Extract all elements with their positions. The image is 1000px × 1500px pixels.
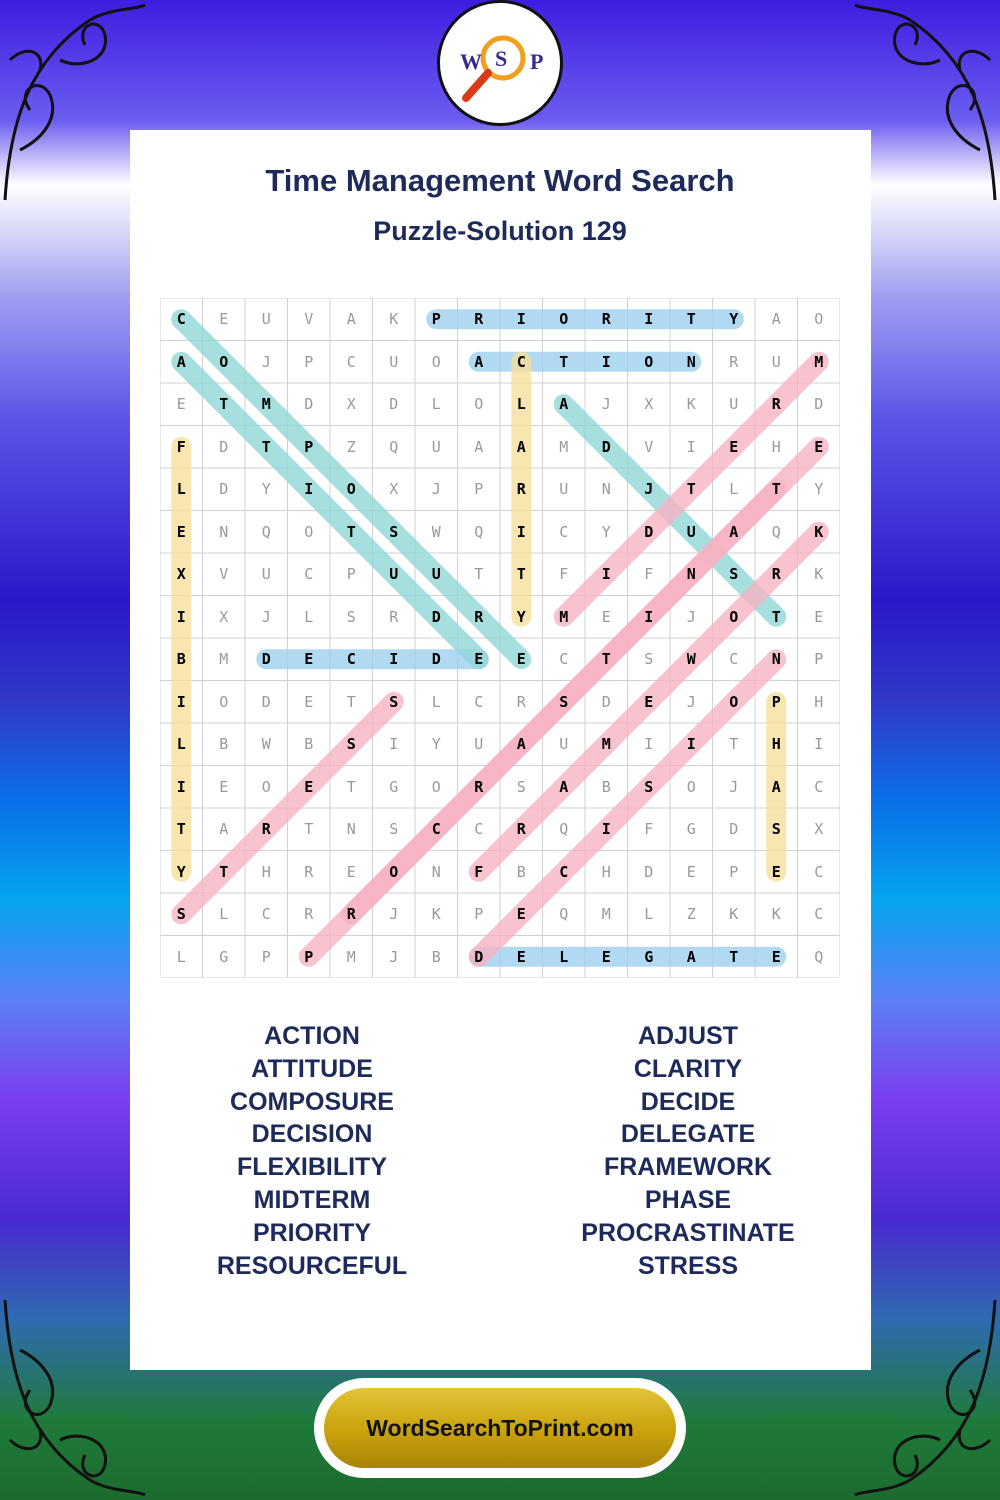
grid-cell[interactable]: C (516, 352, 526, 371)
grid-cell[interactable]: B (601, 777, 611, 796)
grid-cell[interactable]: M (559, 607, 569, 626)
grid-cell[interactable]: L (176, 480, 186, 499)
grid-cell[interactable]: A (516, 735, 526, 754)
grid-cell[interactable]: A (474, 437, 484, 456)
grid-cell[interactable]: Q (474, 522, 484, 541)
grid-cell[interactable]: F (176, 437, 186, 456)
grid-cell[interactable]: O (389, 862, 399, 881)
grid-cell[interactable]: C (261, 905, 271, 924)
grid-cell[interactable]: E (516, 905, 526, 924)
grid-cell[interactable]: L (176, 947, 186, 966)
grid-cell[interactable]: Q (261, 522, 271, 541)
grid-cell[interactable]: M (601, 735, 611, 754)
grid-cell[interactable]: L (304, 607, 314, 626)
grid-cell[interactable]: G (644, 947, 654, 966)
grid-cell[interactable]: X (644, 395, 654, 414)
grid-cell[interactable]: E (304, 692, 314, 711)
grid-cell[interactable]: O (304, 522, 314, 541)
word-list-item: ADJUST (637, 1022, 738, 1050)
grid-cell[interactable]: I (601, 820, 611, 839)
grid-cell[interactable]: I (516, 522, 526, 541)
grid-cell[interactable]: P (474, 480, 484, 499)
grid-cell[interactable]: T (559, 352, 569, 371)
grid-cell[interactable]: A (771, 777, 781, 796)
grid-cell[interactable]: Y (729, 310, 739, 329)
grid-cell[interactable]: B (431, 947, 441, 966)
grid-cell[interactable]: J (431, 480, 441, 499)
grid-cell[interactable]: C (431, 820, 441, 839)
grid-cell[interactable]: F (474, 862, 484, 881)
grid-cell[interactable]: T (304, 820, 314, 839)
grid-cell[interactable]: C (814, 777, 824, 796)
grid-cell[interactable]: I (176, 777, 186, 796)
word-list-left (162, 1020, 462, 1282)
grid-cell[interactable]: T (176, 820, 186, 839)
grid-cell[interactable]: X (389, 480, 399, 499)
grid-cell[interactable]: E (176, 395, 186, 414)
grid-cell[interactable]: A (474, 352, 484, 371)
grid-cell[interactable]: T (771, 607, 781, 626)
grid-cell[interactable]: B (516, 862, 526, 881)
grid-cell[interactable]: U (389, 352, 399, 371)
grid-cell[interactable]: Y (516, 607, 526, 626)
word-list-item: MIDTERM (253, 1185, 371, 1214)
grid-cell[interactable]: K (771, 905, 781, 924)
grid-cell[interactable]: I (644, 607, 654, 626)
grid-cell[interactable]: A (729, 522, 739, 541)
grid-cell[interactable]: Q (814, 947, 824, 966)
grid-cell[interactable]: E (644, 692, 654, 711)
grid-cell[interactable]: Y (431, 735, 441, 754)
page-title: Time Management Word Search (265, 163, 735, 198)
grid-cell[interactable]: O (474, 395, 484, 414)
grid-cell[interactable]: G (686, 820, 696, 839)
grid-cell[interactable]: Z (346, 437, 356, 456)
grid-cell[interactable]: L (219, 905, 229, 924)
grid-cell[interactable]: E (346, 862, 356, 881)
grid-cell[interactable]: R (389, 607, 399, 626)
grid-cell[interactable]: D (644, 862, 654, 881)
grid-cell[interactable]: E (516, 650, 526, 669)
grid-cell[interactable]: R (474, 777, 484, 796)
grid-cell[interactable]: J (389, 947, 399, 966)
grid-cell[interactable]: J (729, 777, 739, 796)
grid-cell[interactable]: B (219, 735, 229, 754)
grid-cell[interactable]: N (686, 565, 696, 584)
grid-cell[interactable]: R (516, 692, 526, 711)
grid-cell[interactable]: O (729, 607, 739, 626)
grid-cell[interactable]: K (431, 905, 441, 924)
grid-cell[interactable]: S (644, 777, 654, 796)
grid-cell[interactable]: D (729, 820, 739, 839)
logo-letter-s: S (495, 46, 508, 71)
grid-cell[interactable]: U (431, 437, 441, 456)
grid-cell[interactable]: N (431, 862, 441, 881)
grid-cell[interactable]: R (601, 310, 611, 329)
grid-cell[interactable]: F (644, 565, 654, 584)
grid-cell[interactable]: V (304, 310, 314, 329)
grid-cell[interactable]: J (644, 480, 654, 499)
grid-cell[interactable]: R (304, 905, 314, 924)
grid-cell[interactable]: K (686, 395, 696, 414)
grid-cell[interactable]: O (431, 777, 441, 796)
grid-cell[interactable]: S (389, 820, 399, 839)
grid-cell[interactable]: T (346, 522, 356, 541)
grid-cell[interactable]: M (601, 905, 611, 924)
grid-cell[interactable]: A (176, 352, 186, 371)
grid-cell[interactable]: V (644, 437, 654, 456)
grid-cell[interactable]: R (261, 820, 271, 839)
grid-cell[interactable]: E (771, 862, 781, 881)
grid-cell[interactable]: E (729, 437, 739, 456)
grid-cell[interactable]: E (686, 862, 696, 881)
grid-cell[interactable]: D (389, 395, 399, 414)
word-list-item: RESOURCEFUL (216, 1251, 408, 1280)
grid-cell[interactable]: L (431, 692, 441, 711)
grid-cell[interactable]: U (559, 735, 569, 754)
grid-cell[interactable]: R (346, 905, 356, 924)
grid-cell[interactable]: T (686, 480, 696, 499)
grid-cell[interactable]: E (601, 947, 611, 966)
grid-cell[interactable]: M (346, 947, 356, 966)
grid-cell[interactable]: J (686, 607, 696, 626)
grid-cell[interactable]: F (644, 820, 654, 839)
grid-cell[interactable]: J (389, 905, 399, 924)
grid-cell[interactable]: B (176, 650, 186, 669)
grid-cell[interactable]: O (559, 310, 569, 329)
word-list-item: PRIORITY (252, 1218, 372, 1247)
grid-cell[interactable]: O (686, 777, 696, 796)
grid-cell[interactable]: A (346, 310, 356, 329)
grid-cell[interactable]: U (686, 522, 696, 541)
grid-cell[interactable]: I (389, 650, 399, 669)
site-link-label[interactable]: WordSearchToPrint.com (324, 1388, 676, 1468)
grid-cell[interactable]: T (261, 437, 271, 456)
grid-cell[interactable]: D (601, 692, 611, 711)
word-list-item: DECISION (251, 1120, 373, 1149)
grid-cell[interactable]: N (686, 352, 696, 371)
grid-cell[interactable]: E (516, 947, 526, 966)
grid-cell[interactable]: I (304, 480, 314, 499)
word-list-item: PROCRASTINATE (581, 1218, 795, 1247)
grid-cell[interactable]: P (261, 947, 271, 966)
grid-cell[interactable]: S (559, 692, 569, 711)
grid-cell[interactable]: G (389, 777, 399, 796)
grid-cell[interactable]: M (261, 395, 271, 414)
grid-cell[interactable]: P (304, 947, 314, 966)
grid-cell[interactable]: B (304, 735, 314, 754)
word-list-item: PHASE (644, 1185, 732, 1214)
word-list-item: STRESS (637, 1251, 739, 1280)
grid-cell[interactable]: C (559, 522, 569, 541)
grid-cell[interactable]: F (559, 565, 569, 584)
grid-cell[interactable]: O (219, 352, 229, 371)
grid-cell[interactable]: K (729, 905, 739, 924)
word-list-item: ACTION (264, 1022, 360, 1050)
grid-cell[interactable]: U (261, 565, 271, 584)
word-list-item: FLEXIBILITY (237, 1153, 387, 1182)
word-list-item: DECIDE (640, 1087, 736, 1116)
grid-cell[interactable]: A (559, 395, 569, 414)
grid-cell[interactable]: I (644, 735, 654, 754)
word-list-item: ATTITUDE (251, 1054, 373, 1083)
grid-cell[interactable]: S (346, 735, 356, 754)
grid-cell[interactable]: T (729, 735, 739, 754)
grid-cell[interactable]: I (601, 352, 611, 371)
grid-cell[interactable]: D (304, 395, 314, 414)
grid-cell[interactable]: T (219, 862, 229, 881)
grid-cell[interactable]: C (474, 820, 484, 839)
grid-cell[interactable]: R (474, 607, 484, 626)
grid-cell[interactable]: U (431, 565, 441, 584)
grid-cell[interactable]: E (814, 607, 824, 626)
grid-cell[interactable]: P (771, 692, 781, 711)
grid-cell[interactable]: A (559, 777, 569, 796)
grid-cell[interactable]: I (176, 692, 186, 711)
grid-cell[interactable]: E (176, 522, 186, 541)
grid-cell[interactable]: K (814, 565, 824, 584)
grid-cell[interactable]: H (601, 862, 611, 881)
grid-cell[interactable]: W (686, 650, 696, 669)
grid-cell[interactable]: O (814, 310, 824, 329)
grid-cell[interactable]: Y (176, 862, 186, 881)
grid-cell[interactable]: P (474, 905, 484, 924)
grid-cell[interactable]: X (176, 565, 186, 584)
grid-cell[interactable]: E (814, 437, 824, 456)
word-list-item: COMPOSURE (230, 1087, 394, 1116)
grid-cell[interactable]: X (814, 820, 824, 839)
grid-cell[interactable]: L (729, 480, 739, 499)
grid-cell[interactable]: M (219, 650, 229, 669)
grid-cell[interactable]: S (176, 905, 186, 924)
grid-cell[interactable]: A (771, 310, 781, 329)
grid-cell[interactable]: H (771, 735, 781, 754)
grid-cell[interactable]: O (346, 480, 356, 499)
grid-cell[interactable]: L (176, 735, 186, 754)
grid-cell[interactable]: C (559, 862, 569, 881)
grid-cell[interactable]: D (644, 522, 654, 541)
grid-cell[interactable]: K (389, 310, 399, 329)
grid-cell[interactable]: U (771, 352, 781, 371)
site-link-button[interactable] (314, 1378, 686, 1478)
grid-cell[interactable]: Q (389, 437, 399, 456)
page-subtitle: Puzzle-Solution 129 (373, 216, 627, 246)
grid-cell[interactable]: D (261, 650, 271, 669)
grid-cell[interactable]: S (644, 650, 654, 669)
grid-cell[interactable]: Y (814, 480, 824, 499)
grid-cell[interactable]: I (814, 735, 824, 754)
ornament-bottom-left-icon (0, 1290, 150, 1500)
grid-cell[interactable]: E (219, 777, 229, 796)
grid-cell[interactable]: O (644, 352, 654, 371)
grid-cell[interactable]: U (729, 395, 739, 414)
word-list-right (538, 1020, 838, 1282)
grid-cell[interactable]: R (516, 480, 526, 499)
grid-cell[interactable]: T (729, 947, 739, 966)
grid-cell[interactable]: U (261, 310, 271, 329)
grid-cell[interactable]: S (389, 522, 399, 541)
grid-cell[interactable]: R (304, 862, 314, 881)
grid-cell[interactable]: O (261, 777, 271, 796)
grid-cell[interactable]: T (771, 480, 781, 499)
grid-cell[interactable]: O (219, 692, 229, 711)
grid-cell[interactable]: I (601, 565, 611, 584)
grid-cell[interactable]: N (601, 480, 611, 499)
grid-cell[interactable]: C (729, 650, 739, 669)
grid-cell[interactable]: T (219, 395, 229, 414)
grid-cell[interactable]: L (644, 905, 654, 924)
grid-cell[interactable]: I (686, 437, 696, 456)
grid-cell[interactable]: P (346, 565, 356, 584)
grid-cell[interactable]: C (814, 862, 824, 881)
grid-cell[interactable]: R (771, 395, 781, 414)
grid-cell[interactable]: C (176, 310, 186, 329)
magnifier-logo-icon (440, 3, 560, 123)
grid-cell[interactable]: R (516, 820, 526, 839)
grid-cell[interactable]: I (176, 607, 186, 626)
grid-cell[interactable]: S (771, 820, 781, 839)
grid-cell[interactable]: T (686, 310, 696, 329)
grid-cell[interactable]: D (431, 650, 441, 669)
grid-cell[interactable]: Q (559, 820, 569, 839)
grid-cell[interactable]: Y (601, 522, 611, 541)
grid-cell[interactable]: Z (686, 905, 696, 924)
grid-cell[interactable]: D (219, 437, 229, 456)
grid-cell[interactable]: D (261, 692, 271, 711)
grid-cell[interactable]: S (516, 777, 526, 796)
grid-cell[interactable]: H (771, 437, 781, 456)
grid-cell[interactable]: S (389, 692, 399, 711)
grid-cell[interactable]: U (474, 735, 484, 754)
grid-cell[interactable]: T (346, 692, 356, 711)
grid-cell[interactable]: C (346, 352, 356, 371)
grid-cell[interactable]: P (304, 437, 314, 456)
grid-cell[interactable]: S (729, 565, 739, 584)
grid-cell[interactable]: Y (261, 480, 271, 499)
grid-cell[interactable]: R (729, 352, 739, 371)
grid-cell[interactable]: T (346, 777, 356, 796)
grid-cell[interactable]: H (261, 862, 271, 881)
grid-cell[interactable]: A (686, 947, 696, 966)
grid-cell[interactable]: P (431, 310, 441, 329)
grid-cell[interactable]: Q (559, 905, 569, 924)
grid-cell[interactable]: J (601, 395, 611, 414)
grid-cell[interactable]: I (389, 735, 399, 754)
word-list-item: CLARITY (633, 1054, 743, 1083)
grid-cell[interactable]: N (219, 522, 229, 541)
grid-cell[interactable]: V (219, 565, 229, 584)
grid-cell[interactable]: U (389, 565, 399, 584)
grid-cell[interactable]: Q (771, 522, 781, 541)
grid-cell[interactable]: A (516, 437, 526, 456)
grid-cell[interactable]: C (559, 650, 569, 669)
ornament-bottom-right-icon (850, 1290, 1000, 1500)
grid-cell[interactable]: A (219, 820, 229, 839)
grid-cell[interactable]: H (814, 692, 824, 711)
word-list-item: FRAMEWORK (603, 1153, 773, 1182)
grid-cell[interactable]: C (346, 650, 356, 669)
grid-cell[interactable]: C (304, 565, 314, 584)
grid-cell[interactable]: E (219, 310, 229, 329)
grid-cell[interactable]: N (771, 650, 781, 669)
site-logo[interactable] (437, 0, 563, 126)
grid-cell[interactable]: D (814, 395, 824, 414)
grid-cell[interactable]: X (219, 607, 229, 626)
grid-cell[interactable]: T (516, 565, 526, 584)
word-list-item: DELEGATE (620, 1120, 756, 1149)
grid-cell[interactable]: D (601, 437, 611, 456)
grid-cell[interactable]: O (729, 692, 739, 711)
grid-cell[interactable]: C (474, 692, 484, 711)
grid-cell[interactable]: E (601, 607, 611, 626)
grid-cell[interactable]: W (261, 735, 271, 754)
logo-letter-p: P (530, 49, 544, 74)
grid-cell[interactable]: L (431, 395, 441, 414)
grid-cell[interactable]: D (431, 607, 441, 626)
grid-cell[interactable]: L (516, 395, 526, 414)
grid-cell[interactable]: P (814, 650, 824, 669)
grid-cell[interactable]: J (261, 607, 271, 626)
grid-cell[interactable]: J (261, 352, 271, 371)
grid-cell[interactable]: L (559, 947, 569, 966)
grid-cell[interactable]: T (474, 565, 484, 584)
grid-cell[interactable]: P (729, 862, 739, 881)
puzzle-grid[interactable] (160, 298, 840, 978)
grid-cell[interactable]: E (771, 947, 781, 966)
grid-cell[interactable]: D (219, 480, 229, 499)
grid-cell[interactable]: I (686, 735, 696, 754)
grid-cell[interactable]: R (771, 565, 781, 584)
grid-cell[interactable]: E (304, 650, 314, 669)
grid-cell[interactable]: S (346, 607, 356, 626)
grid-cell[interactable]: E (474, 650, 484, 669)
grid-cell[interactable]: R (474, 310, 484, 329)
grid-cell[interactable]: M (559, 437, 569, 456)
grid-cell[interactable]: W (431, 522, 441, 541)
grid-cell[interactable]: I (644, 310, 654, 329)
grid-cell[interactable]: P (304, 352, 314, 371)
grid-cell[interactable]: T (601, 650, 611, 669)
grid-cell[interactable]: J (686, 692, 696, 711)
grid-cell[interactable]: C (814, 905, 824, 924)
grid-cell[interactable]: U (559, 480, 569, 499)
grid-cell[interactable]: K (814, 522, 824, 541)
logo-letter-w: W (460, 49, 482, 74)
grid-cell[interactable]: M (814, 352, 824, 371)
grid-cell[interactable]: X (346, 395, 356, 414)
grid-cell[interactable]: D (474, 947, 484, 966)
grid-cell[interactable]: E (304, 777, 314, 796)
grid-cell[interactable]: O (431, 352, 441, 371)
grid-cell[interactable]: N (346, 820, 356, 839)
grid-cell[interactable]: G (219, 947, 229, 966)
grid-cell[interactable]: I (516, 310, 526, 329)
